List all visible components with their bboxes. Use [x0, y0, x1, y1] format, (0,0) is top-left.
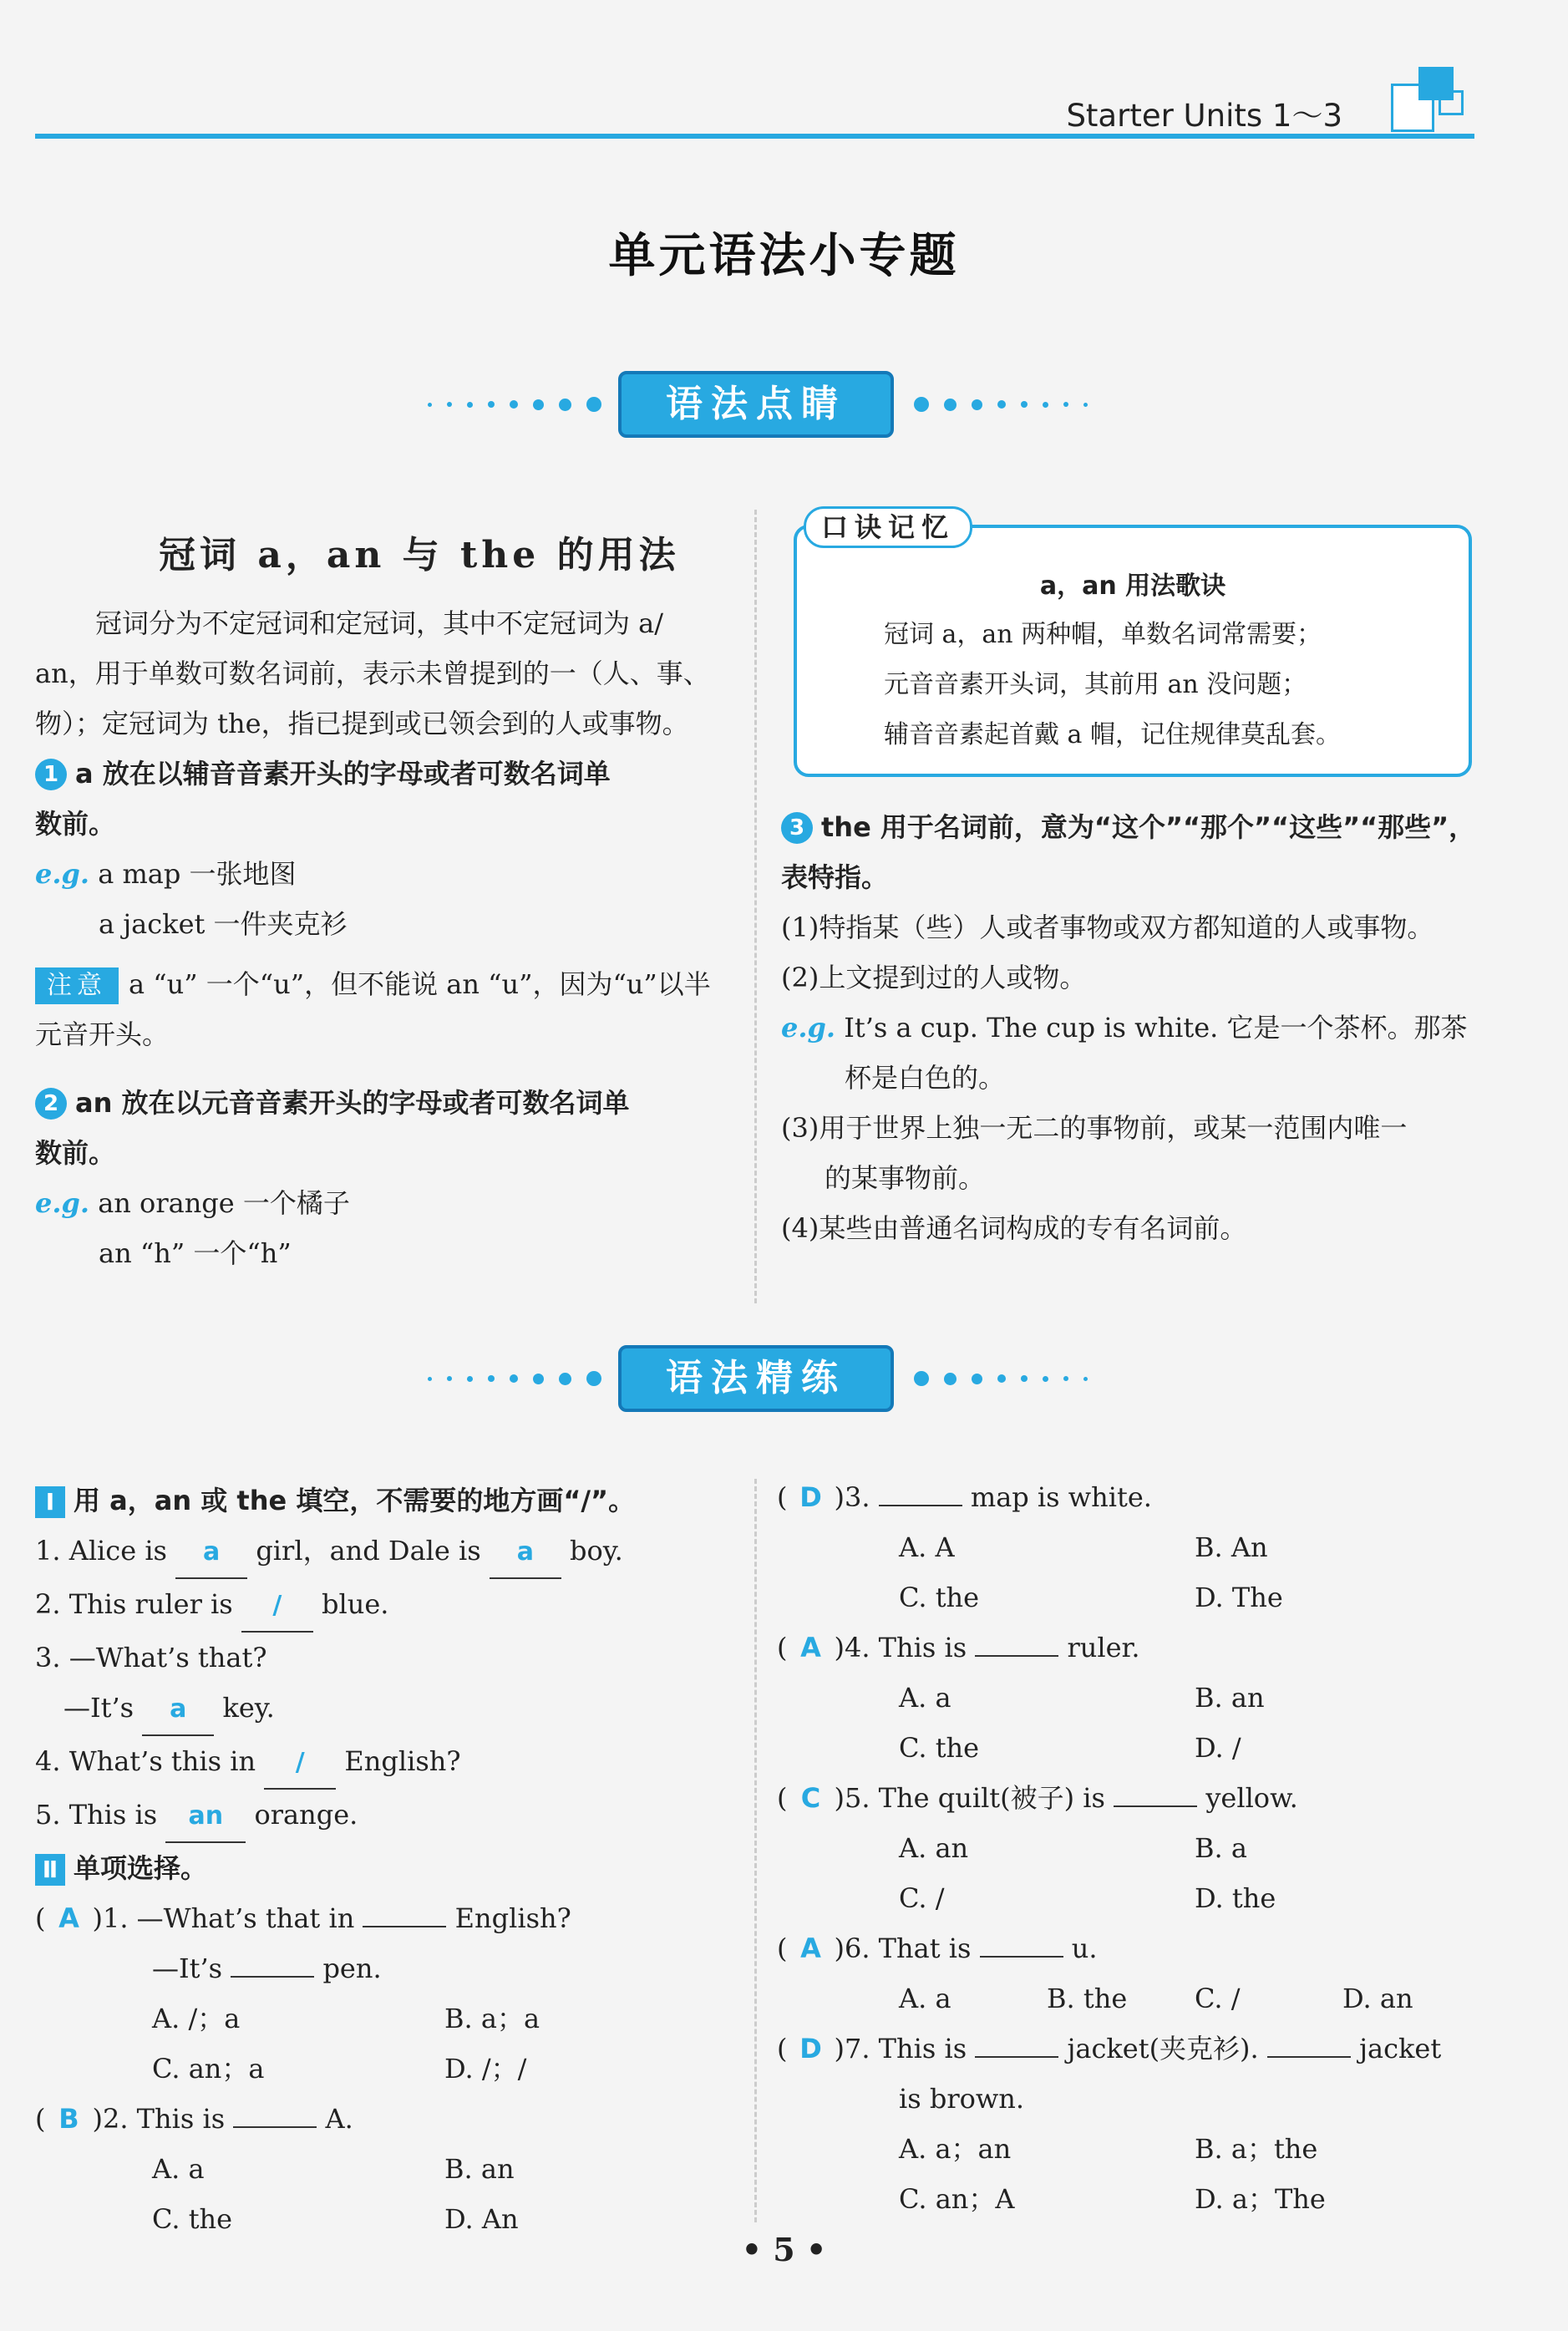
intro-line: an，用于单数可数名词前，表示未曾提到的一（人、事、	[35, 658, 710, 689]
intro-paragraph	[35, 598, 737, 749]
q-text: 5. This is	[35, 1799, 158, 1831]
answer-choice[interactable]: D	[799, 2033, 822, 2064]
page-number: • 5 •	[741, 2231, 827, 2268]
q-text: —It’s	[63, 1692, 134, 1724]
number-badge: 3	[781, 812, 813, 844]
q-text: English?	[344, 1745, 461, 1777]
q-text: ruler.	[1067, 1632, 1140, 1663]
q-text: )4. This is	[834, 1632, 967, 1663]
eg-label: e.g.	[781, 1012, 836, 1044]
q-text: jacket	[1359, 2033, 1442, 2064]
q-text: girl，and Dale is	[256, 1535, 481, 1567]
number-badge: 2	[35, 1088, 67, 1120]
header-decoration-icon	[1439, 90, 1464, 115]
eg-label: e.g.	[35, 1187, 90, 1219]
option[interactable]: A. a	[152, 2153, 205, 2185]
answer-blank[interactable]: a	[175, 1527, 247, 1579]
option[interactable]: C. /	[899, 1882, 945, 1914]
banner-dots-left	[428, 396, 601, 413]
option[interactable]: B. An	[1195, 1531, 1268, 1563]
q-text: is brown.	[899, 2083, 1025, 2115]
answer-choice[interactable]: A	[800, 1632, 821, 1663]
memo-lines	[884, 610, 1469, 760]
intro-line: 冠词分为不定冠词和定冠词，其中不定冠词为 a/	[95, 607, 664, 639]
page-title: 单元语法小专题	[608, 229, 960, 283]
column-divider	[754, 1479, 757, 2222]
answer-blank[interactable]	[980, 1956, 1063, 1958]
option[interactable]: D. /；/	[444, 2053, 527, 2085]
banner-dots-right	[914, 1370, 1088, 1387]
q-text: )5. The quilt(被子) is	[834, 1782, 1105, 1814]
option[interactable]: A. a	[899, 1682, 951, 1714]
option[interactable]: D. /	[1195, 1732, 1241, 1764]
header-rule	[35, 134, 1474, 139]
answer-choice[interactable]: A	[800, 1932, 821, 1964]
option[interactable]: D. The	[1195, 1582, 1283, 1613]
answer-blank[interactable]: an	[165, 1791, 246, 1843]
banner-dots-left	[428, 1370, 601, 1387]
q-text: boy.	[570, 1535, 623, 1567]
answer-blank[interactable]	[363, 1926, 446, 1927]
exercise-1: Ⅰ 用 a，an 或 the 填空，不需要的地方画“/”。 1. Alice is a girl，and Dale is a boy. 2. This ruler is / blue. 3. —What’s that? —It’s a key. 4. What’s this in / English? 5. This is an orange. Ⅱ 单项选择。 ( A )1. —What’s that in English? —It’s pen. A. /；a B. a；a C. an；a D. /；/ ( B )2. This is A. A. a B. an C. the D. An	[35, 1475, 745, 2244]
rule-3	[781, 802, 1479, 902]
q-text: blue.	[322, 1588, 389, 1620]
q-text: 4. What’s this in	[35, 1745, 256, 1777]
rule-text: the 用于名词前，意为“这个”“那个”“这些”“那些”，	[821, 811, 1476, 843]
option[interactable]: A. /；a	[152, 2003, 241, 2034]
option[interactable]: A. a	[899, 1983, 951, 2014]
section-heading: 冠词 a，an 与 the 的用法	[159, 534, 680, 576]
header-title: Starter Units 1～3	[1066, 98, 1342, 134]
q-text: )1. —What’s that in	[92, 1902, 355, 1934]
option[interactable]: C. the	[152, 2203, 233, 2235]
q-text: key.	[222, 1692, 275, 1724]
answer-blank[interactable]	[233, 2126, 317, 2128]
option[interactable]: D. an	[1342, 1983, 1413, 2014]
option[interactable]: A. a；an	[899, 2133, 1012, 2165]
memo-title: a，an 用法歌诀	[1039, 571, 1226, 601]
rule-text: an 放在以元音音素开头的字母或者可数名词单	[75, 1087, 630, 1119]
option[interactable]: C. the	[899, 1582, 980, 1613]
example: a jacket 一件夹克衫	[99, 908, 348, 940]
answer-choice[interactable]: A	[58, 1902, 79, 1934]
q-text: u.	[1071, 1932, 1098, 1964]
note-block	[35, 959, 737, 1059]
q-text: 1. Alice is	[35, 1535, 167, 1567]
eg-label: e.g.	[35, 858, 90, 890]
memo-tag: 口诀记忆	[804, 506, 972, 548]
q-text: English?	[454, 1902, 571, 1934]
answer-blank[interactable]: /	[241, 1581, 313, 1633]
example: a map 一张地图	[98, 858, 297, 890]
exercise-title: 单项选择。	[74, 1852, 208, 1884]
rule-2-examples	[35, 1178, 737, 1278]
answer-blank[interactable]	[975, 2056, 1058, 2058]
option[interactable]: B. a	[1195, 1832, 1247, 1864]
answer-choice[interactable]: D	[799, 1481, 822, 1513]
example: an “h” 一个“h”	[99, 1237, 292, 1269]
option[interactable]: C. an；a	[152, 2053, 265, 2085]
rule-text: 表特指。	[781, 861, 889, 893]
rule-item: (1)特指某（些）人或者事物或双方都知道的人或事物。	[781, 912, 1434, 943]
intro-line: 物）；定冠词为 the，指已提到或已领会到的人或事物。	[35, 708, 689, 739]
option[interactable]: B. an	[1195, 1682, 1265, 1714]
q-text: 2. This ruler is	[35, 1588, 233, 1620]
rule-item: (2)上文提到过的人或物。	[781, 962, 1087, 993]
option[interactable]: D. An	[444, 2203, 519, 2235]
memo-line: 辅音音素起首戴 a 帽，记住规律莫乱套。	[884, 720, 1341, 749]
answer-choice[interactable]: C	[800, 1782, 821, 1814]
answer-choice[interactable]: B	[58, 2103, 79, 2135]
option[interactable]: A. A	[899, 1531, 955, 1563]
example: an orange 一个橘子	[98, 1187, 350, 1219]
banner-grammar-practice: 语法精练	[618, 1345, 894, 1412]
q-text: )6. That is	[834, 1932, 972, 1964]
answer-blank[interactable]: a	[490, 1527, 561, 1579]
rule-2	[35, 1078, 737, 1178]
note-text: a “u” 一个“u”，但不能说 an “u”，因为“u”以半	[129, 968, 711, 1000]
note-text: 元音开头。	[35, 1018, 170, 1050]
example: 杯是白色的。	[845, 1062, 1006, 1094]
roman-badge: Ⅰ	[35, 1486, 65, 1518]
q-text: )3.	[834, 1481, 870, 1513]
rule-item: (3)用于世界上独一无二的事物前，或某一范围内唯一	[781, 1112, 1408, 1144]
option[interactable]: D. the	[1195, 1882, 1276, 1914]
banner-dots-right	[914, 396, 1088, 413]
answer-blank[interactable]	[1267, 2056, 1351, 2058]
option[interactable]: D. a；The	[1195, 2183, 1326, 2215]
q-text: map is white.	[970, 1481, 1152, 1513]
q-text: yellow.	[1205, 1782, 1298, 1814]
option[interactable]: B. an	[444, 2153, 515, 2185]
option[interactable]: C. the	[899, 1732, 980, 1764]
rule-text: 数前。	[35, 808, 116, 840]
answer-blank[interactable]	[1114, 1805, 1197, 1807]
q-text: )7. This is	[834, 2033, 967, 2064]
banner-grammar-points: 语法点睛	[618, 371, 894, 438]
rule-text: a 放在以辅音音素开头的字母或者可数名词单	[75, 758, 611, 790]
note-label: 注意	[35, 967, 119, 1004]
option[interactable]: C. an；A	[899, 2183, 1015, 2215]
q-text: A.	[325, 2103, 353, 2135]
answer-blank[interactable]: /	[264, 1738, 336, 1790]
option[interactable]: B. the	[1047, 1983, 1128, 2014]
number-badge: 1	[35, 759, 67, 790]
answer-blank[interactable]	[231, 1976, 314, 1978]
rule-text: 数前。	[35, 1137, 116, 1169]
example: It’s a cup. The cup is white. 它是一个茶杯。那茶	[844, 1012, 1468, 1044]
q-text: 3. —What’s that?	[35, 1642, 267, 1673]
q-text: )2. This is	[92, 2103, 226, 2135]
exercise-title: 用 a，an 或 the 填空，不需要的地方画“/”。	[74, 1485, 636, 1516]
rule-item: (4)某些由普通名词构成的专有名词前。	[781, 1212, 1247, 1244]
option[interactable]: A. an	[899, 1832, 969, 1864]
answer-blank[interactable]	[879, 1505, 962, 1506]
memo-line: 元音音素开头词，其前用 an 没问题；	[884, 670, 1307, 699]
roman-badge: Ⅱ	[35, 1854, 65, 1886]
answer-blank[interactable]: a	[142, 1684, 214, 1736]
q-text: —It’s	[152, 1953, 223, 1984]
rule-item: 的某事物前。	[825, 1162, 986, 1194]
answer-blank[interactable]	[975, 1655, 1058, 1657]
option[interactable]: B. a；the	[1195, 2133, 1318, 2165]
memo-line: 冠词 a，an 两种帽，单数名词常需要；	[884, 620, 1322, 649]
column-divider	[754, 510, 757, 1303]
rule-1	[35, 749, 737, 849]
q-text: orange.	[254, 1799, 358, 1831]
rule-3-items	[781, 902, 1479, 1253]
q-text: jacket(夹克衫).	[1067, 2033, 1259, 2064]
option[interactable]: B. a；a	[444, 2003, 540, 2034]
rule-1-examples	[35, 849, 737, 949]
q-text: pen.	[322, 1953, 382, 1984]
exercise-2-right: ( D )3. map is white. A. A B. An C. the D. The ( A )4. This is ruler. A. a B. an C. the D. / ( C )5. The quilt(被子) is yellow. A. an B. a C. / D. the ( A )6. That is u. A. a B. the C. / D. an ( D )7. This is jacket(夹克衫). jacket is brown. A. a；an B. a；the C. an；A D. a；The	[777, 1472, 1483, 2224]
option[interactable]: C. /	[1195, 1983, 1241, 2014]
